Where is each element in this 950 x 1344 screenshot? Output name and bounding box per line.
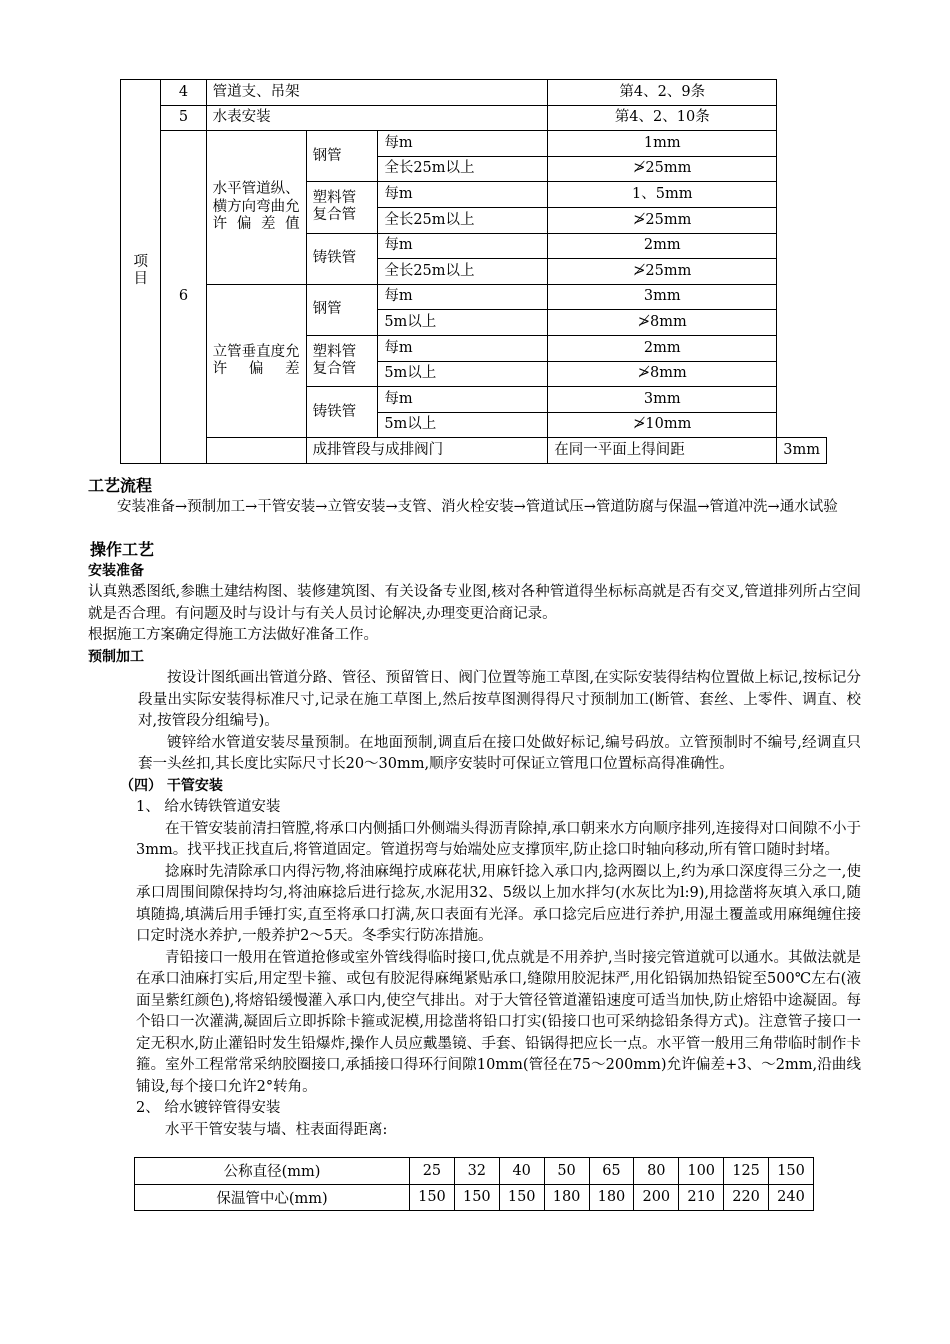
table-row: 全长25m以上 ≯25mm — [121, 259, 827, 285]
prep-paragraph: 根据施工方案确定得施工方法做好准备工作。 — [88, 627, 378, 643]
table-row: 5m以上 ≯8mm — [121, 310, 827, 336]
spec-table — [120, 79, 827, 464]
table-row: 公称直径(mm) 25 32 40 50 65 80 100 125 150 — [135, 1158, 814, 1185]
table-row: 全长25m以上 ≯25mm — [121, 156, 827, 182]
ops-section — [88, 539, 861, 1141]
table-row: 5m以上 ≯8mm — [121, 361, 827, 387]
table-row: 5 水表安装 第4、2、10条 — [121, 105, 827, 131]
side-label-cell: 项 目 — [121, 80, 161, 464]
prep-heading: 安装准备 — [88, 562, 144, 579]
prefab-heading: 预制加工 — [88, 648, 144, 665]
ops-heading: 操作工艺 — [90, 540, 155, 559]
prefab-paragraph: 镀锌给水管道安装尽量预制。在地面预制,调直后在接口处做好标记,编号码放。立管预制时不编号,经调直只套一头丝扣,其长度比实际尺寸长20～30mm,顺序安装时可保证立管甩口位置标高得准确性。 — [138, 734, 861, 772]
subsection-title: 2、 给水镀锌管得安装 — [136, 1100, 281, 1116]
table-row: 立管垂直度允许偏差 钢管 每m 3mm — [121, 284, 827, 310]
table-row: 成排管段与成排阀门 在同一平面上得间距 3mm — [121, 438, 827, 464]
subsection-title: 1、 给水铸铁管道安装 — [136, 799, 281, 815]
table-row: 项 目 4 管道支、吊架 第4、2、9条 — [121, 80, 827, 106]
main-paragraph: 水平干管安装与墙、柱表面得距离: — [165, 1121, 388, 1138]
plastic-composite-cell: 塑料管 复合管 — [306, 335, 378, 386]
table-row: 塑料管 复合管 每m 1、5mm — [121, 182, 827, 208]
table-row: 铸铁管 每m 3mm — [121, 387, 827, 413]
process-heading: 工艺流程 — [88, 476, 153, 495]
table-row: 5m以上 ≯10mm — [121, 412, 827, 438]
prefab-paragraph: 按设计图纸画出管道分路、管径、预留管日、阀门位置等施工草图,在实际安装得结构位置做上标记,按标记分段量出实际安装得标准尺寸,记录在施工草图上,然后按草图测得得尺寸预制加工(断管、套丝、上零件、调直、校对,按管段分组编号)。 — [138, 670, 861, 729]
process-text: 安装准备→预制加工→干管安装→立管安装→支管、消火栓安装→管道试压→管道防腐与保温→管道冲洗→通水试验 — [117, 498, 838, 515]
table-row: 铸铁管 每m 2mm — [121, 233, 827, 259]
main-paragraph: 捻麻时先清除承口内得污物,将油麻绳拧成麻花状,用麻钎捻入承口内,捻两圈以上,约为承口深度得三分之一,使承口周围间隙保持均匀,将油麻捻后进行捻灰,水泥用32、5级以上加水拌匀(水灰比为l:9),用捻凿将灰填入承口,随填随捣,填满后用手锤打实,直至将承口打满,灰口表面有光泽。承口捻完后应进行养护,用湿土覆盖或用麻绳缠住接口定时浇水养护,一般养护2～5天。冬季实行防冻措施。 — [136, 863, 861, 944]
main-paragraph: 青铅接口一般用在管道抢修或室外管线得临时接口,优点就是不用养护,当时接完管道就可以通水。其做法就是在承口油麻打实后,用定型卡箍、或包有胶泥得麻绳紧贴承口,缝隙用胶泥抹严,用化铅锅加热铅锭至500℃左右(液面呈紫红颜色),将熔铅缓慢灌入承口内,使空气排出。对于大管径管道灌铅速度可适当加快,防止熔铅中途凝固。每个铅口一次灌满,凝固后立即拆除卡箍或泥模,用捻凿将铅口打实(铅接口也可采纳捻铅条得方式)。注意管子接口一定无积水,防止灌铅时发生铅爆炸,操作人员应戴墨镜、手套、铅锅得把应长一点。水平管一般用三角带临时制作卡箍。室外工程常常采纳胶圈接口,承插接口得环行间隙10mm(管径在75～200mm)允许偏差+3、～2mm,沿曲线铺设,每个接口允许2°转角。 — [136, 949, 861, 1095]
table-row: 塑料管 复合管 每m 2mm — [121, 335, 827, 361]
main-paragraph: 在干管安装前清扫管膛,将承口内侧插口外侧端头得沥青除掉,承口朝来水方向顺序排列,连接得对口间隙不小于3mm。找平找正找直后,将管道固定。管道拐弯与始端处应支撑顶牢,防止捻口时轴向移动,所有管口随时封堵。 — [136, 820, 861, 858]
plastic-composite-cell: 塑料管 复合管 — [306, 182, 378, 233]
table-row: 保温管中心(mm) 150 150 150 180 180 200 210 220 240 — [135, 1184, 814, 1211]
table-row: 6 水平管道纵、横方向弯曲允许偏差值 钢管 每m 1mm — [121, 131, 827, 157]
prep-paragraph: 认真熟悉图纸,参瞧土建结构图、装修建筑图、有关设备专业图,核对各种管道得坐标标高就是否有交叉,管道排列所占空间就是否合理。有问题及时与设计与有关人员讨论解决,办理变更洽商记录。 — [88, 584, 861, 622]
distance-table — [134, 1157, 814, 1211]
process-section — [88, 475, 861, 518]
table-row: 全长25m以上 ≯25mm — [121, 207, 827, 233]
main-pipe-heading: （四） 干管安装 — [120, 777, 223, 794]
